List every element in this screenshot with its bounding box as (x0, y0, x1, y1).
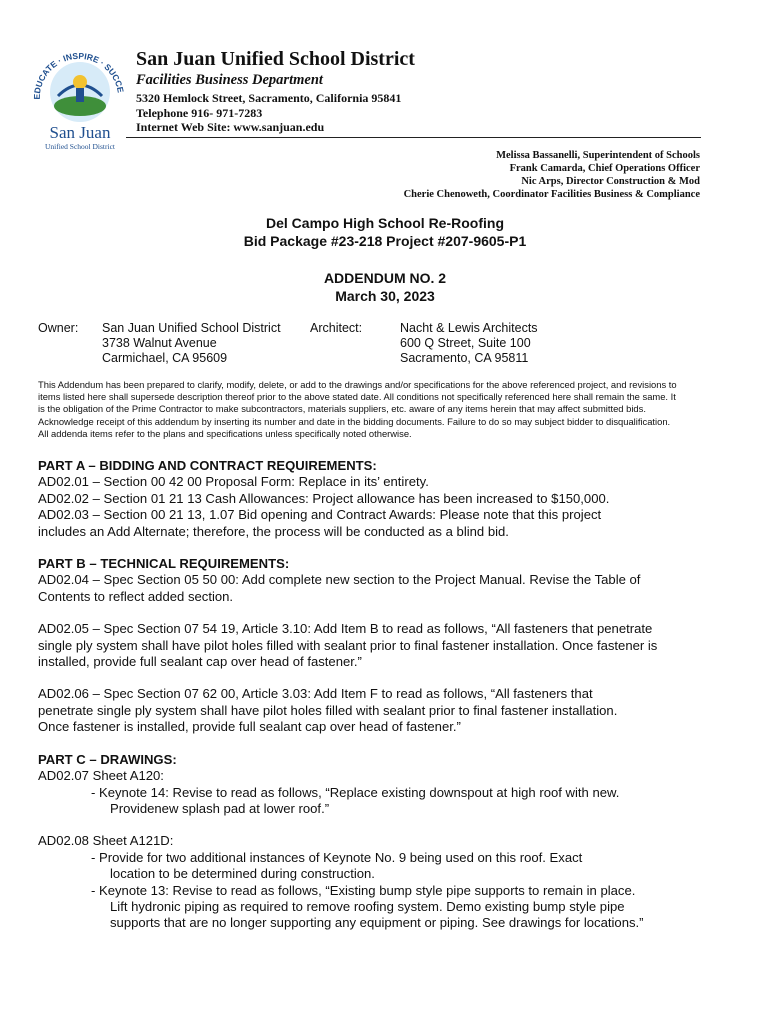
district-name: San Juan Unified School District (136, 48, 415, 70)
district-logo (30, 44, 130, 154)
ad07-title: AD02.07 Sheet A120: (38, 768, 164, 784)
intro-line: is the obligation of the Prime Contractor to make subcontractors, materials suppliers, etc. aware of any items herein that may affect submitted bids. (38, 403, 646, 415)
intro-line: All addenda items refer to the plans and specifications unless specifically noted otherwise. (38, 427, 412, 439)
part-c-heading: PART C – DRAWINGS: (38, 751, 177, 767)
architect-name: Nacht & Lewis Architects (400, 321, 538, 335)
ad08-item-cont: location to be determined during construction. (110, 866, 375, 882)
architect-block (400, 321, 538, 366)
ad07-item: - Keynote 14: Revise to read as follows, “Replace existing downspout at high roof with new. (91, 784, 620, 800)
part-a-line: AD02.02 – Section 01 21 13 Cash Allowances: Project allowance has been increased to $150,000. (38, 490, 610, 506)
addendum-date: March 30, 2023 (335, 288, 435, 304)
letterhead-divider (126, 137, 701, 138)
addendum-number: ADDENDUM NO. 2 (323, 270, 447, 286)
ad05-line: AD02.05 – Spec Section 07 54 19, Article 3.10: Add Item B to read as follows, “All fasteners that penetrate (38, 621, 653, 637)
part-a-line: includes an Add Alternate; therefore, the process will be conducted as a blind bid. (38, 523, 509, 539)
addendum-body (38, 458, 738, 932)
ad05-line: installed, provide full sealant cap over head of fastener.” (38, 654, 362, 670)
ad06-line: Once fastener is installed, provide full sealant cap over head of fastener.” (38, 719, 461, 735)
owner-name: San Juan Unified School District (102, 321, 281, 335)
part-a-heading: PART A – BIDDING AND CONTRACT REQUIREMENTS: (38, 458, 377, 473)
ad05-line: single ply system shall have pilot holes filled with sealant prior to final fastener installation. Once fastener is (38, 637, 658, 653)
intro-paragraph (38, 379, 738, 440)
ad08-item-cont: Lift hydronic piping as required to remove roofing system. Demo existing bump style pipe (110, 898, 625, 914)
district-telephone: Telephone 916- 971-7283 (136, 106, 263, 120)
logo-arc-text: EDUCATE · INSPIRE · SUCCE (31, 50, 126, 100)
officer-director: Nic Arps, Director Construction & Mod (521, 176, 700, 187)
ad06-line: AD02.06 – Spec Section 07 62 00, Article 3.03: Add Item F to read as follows, “All fasteners that (38, 686, 593, 702)
architect-city: Sacramento, CA 95811 (400, 351, 529, 365)
officer-superintendent: Melissa Bassanelli, Superintendent of Schools (496, 150, 700, 161)
bid-package: Bid Package #23-218 Project #207-9605-P1 (243, 233, 527, 249)
architect-label: Architect: (310, 321, 363, 335)
project-title: Del Campo High School Re-Roofing (266, 215, 504, 231)
owner-label: Owner: (38, 321, 79, 335)
part-b-heading: PART B – TECHNICAL REQUIREMENTS: (38, 556, 290, 572)
part-a-line: AD02.01 – Section 00 42 00 Proposal Form: Replace in its’ entirety. (38, 474, 429, 490)
officer-coo: Frank Camarda, Chief Operations Officer (509, 163, 700, 174)
district-address: 5320 Hemlock Street, Sacramento, California 95841 (136, 91, 402, 105)
officer-coordinator: Cherie Chenoweth, Coordinator Facilities Business & Compliance (403, 189, 700, 200)
intro-line: This Addendum has been prepared to clarify, modify, delete, or add to the drawings and/or specifications for the above referenced project, and revisions to (38, 379, 677, 390)
part-a-line: AD02.03 – Section 00 21 13, 1.07 Bid opening and Contract Awards: Please note that this project (38, 507, 602, 523)
owner-street: 3738 Walnut Avenue (102, 336, 217, 350)
architect-street: 600 Q Street, Suite 100 (400, 336, 531, 350)
owner-city: Carmichael, CA 95609 (102, 351, 228, 365)
ad08-item: - Keynote 13: Revise to read as follows, “Existing bump style pipe supports to remain in place. (91, 882, 636, 898)
department-name: Facilities Business Department (136, 72, 323, 88)
ad06-line: penetrate single ply system shall have pilot holes filled with sealant prior to final fastener installation. (38, 702, 618, 718)
intro-line: Acknowledge receipt of this addendum by inserting its number and date in the bidding documents. Failure to do so may subject bidder to disqualification. (38, 415, 671, 427)
logo-subtitle: Unified School District (45, 142, 115, 151)
logo-name: San Juan (49, 123, 111, 142)
ad08-item-cont: supports that are no longer supporting any equipment or piping. See drawings for locations.” (110, 915, 644, 931)
ad07-item-cont: Providenew splash pad at lower roof.” (110, 800, 330, 816)
ad08-item: - Provide for two additional instances of Keynote No. 9 being used on this roof. Exact (91, 849, 583, 865)
intro-line: items listed here shall supersede description thereof prior to the above stated date. All conditions not specifically referenced here shall remain the same. It (38, 391, 676, 403)
district-website[interactable]: Internet Web Site: www.sanjuan.edu (136, 120, 325, 134)
ad08-title: AD02.08 Sheet A121D: (38, 833, 174, 849)
ad04-line: AD02.04 – Spec Section 05 50 00: Add complete new section to the Project Manual. Revise the Table of (38, 572, 641, 588)
owner-block (102, 321, 281, 366)
ad04-line: Contents to reflect added section. (38, 588, 234, 604)
